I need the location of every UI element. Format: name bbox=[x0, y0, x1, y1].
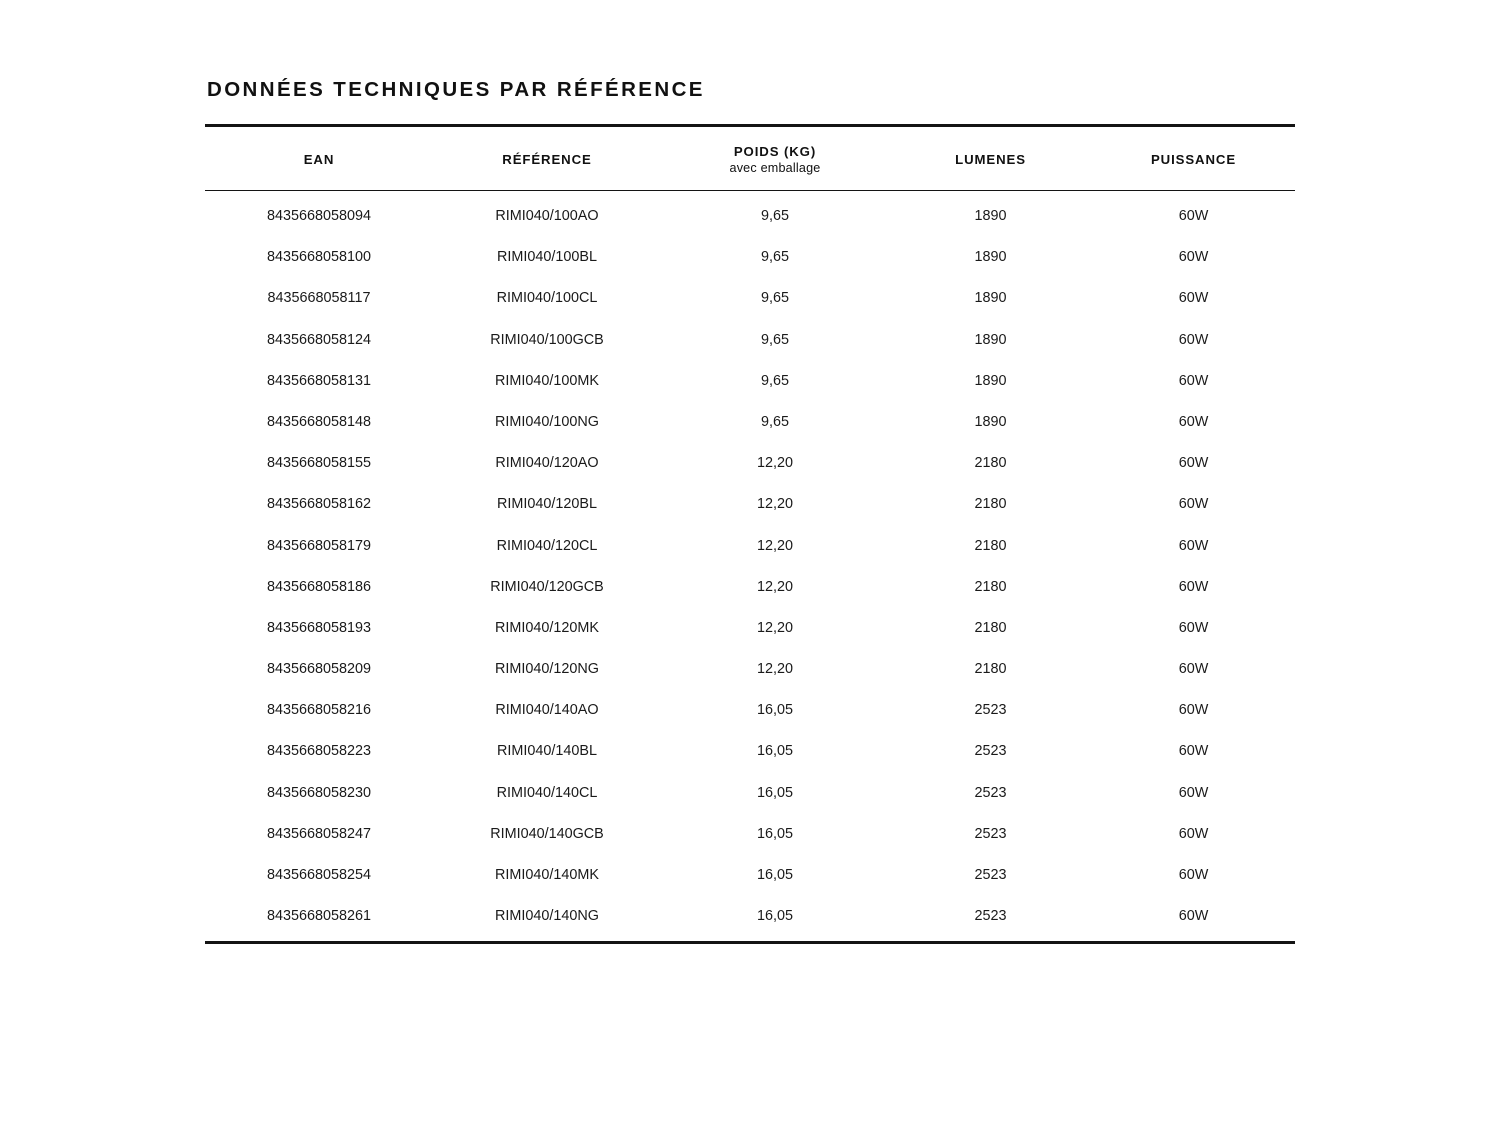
table-row bbox=[205, 360, 1295, 401]
cell-lumenes: 2180 bbox=[974, 619, 1007, 636]
cell-ean: 8435668058254 bbox=[266, 867, 372, 883]
table-header bbox=[205, 126, 1295, 191]
column-header-puissance-label: PUISSANCE bbox=[1150, 152, 1237, 167]
cell-puissance: 60W bbox=[1178, 496, 1209, 513]
cell-puissance: 60W bbox=[1178, 455, 1209, 472]
cell-poids: 9,65 bbox=[760, 372, 789, 389]
cell-lumenes: 1890 bbox=[974, 249, 1007, 266]
cell-lumenes: 1890 bbox=[974, 372, 1007, 389]
cell-ean: 8435668058230 bbox=[266, 784, 372, 801]
column-header-puissance bbox=[1092, 126, 1295, 191]
cell-poids: 12,20 bbox=[756, 537, 793, 554]
table-row bbox=[205, 813, 1295, 854]
technical-data-table bbox=[205, 124, 1295, 941]
cell-lumenes: 2523 bbox=[974, 784, 1007, 801]
cell-reference: RIMI040/120BL bbox=[497, 496, 597, 513]
table-row bbox=[205, 896, 1295, 942]
cell-puissance: 60W bbox=[1178, 208, 1209, 224]
column-header-reference-label: RÉFÉRENCE bbox=[502, 152, 592, 167]
cell-poids: 9,65 bbox=[760, 249, 789, 266]
cell-lumenes: 1890 bbox=[974, 331, 1007, 348]
cell-puissance: 60W bbox=[1178, 702, 1209, 719]
table-row bbox=[205, 731, 1295, 772]
cell-puissance: 60W bbox=[1178, 825, 1209, 842]
table-row bbox=[205, 191, 1295, 237]
cell-poids: 16,05 bbox=[756, 908, 793, 925]
cell-lumenes: 2523 bbox=[974, 867, 1007, 883]
table-bottom-rule bbox=[205, 941, 1295, 944]
cell-ean: 8435668058179 bbox=[266, 537, 372, 554]
column-header-lumenes bbox=[889, 126, 1092, 191]
column-header-poids-sublabel: avec emballage bbox=[729, 161, 821, 175]
table-row bbox=[205, 319, 1295, 360]
cell-ean: 8435668058223 bbox=[266, 743, 372, 760]
table-row bbox=[205, 278, 1295, 319]
cell-puissance: 60W bbox=[1178, 619, 1209, 636]
cell-puissance: 60W bbox=[1178, 908, 1209, 925]
cell-ean: 8435668058193 bbox=[266, 619, 372, 636]
cell-ean: 8435668058155 bbox=[266, 455, 372, 472]
cell-puissance: 60W bbox=[1178, 413, 1209, 430]
cell-poids: 12,20 bbox=[756, 496, 793, 513]
cell-lumenes: 2523 bbox=[974, 825, 1007, 842]
cell-lumenes: 2523 bbox=[974, 702, 1007, 719]
cell-puissance: 60W bbox=[1178, 290, 1209, 307]
cell-poids: 9,65 bbox=[760, 290, 789, 307]
cell-puissance: 60W bbox=[1178, 249, 1209, 266]
table-body bbox=[205, 191, 1295, 942]
table-row bbox=[205, 690, 1295, 731]
cell-lumenes: 2180 bbox=[974, 537, 1007, 554]
table-row bbox=[205, 648, 1295, 689]
cell-reference: RIMI040/140BL bbox=[497, 743, 597, 760]
cell-ean: 8435668058247 bbox=[266, 825, 372, 842]
cell-poids: 16,05 bbox=[756, 784, 793, 801]
cell-reference: RIMI040/100AO bbox=[495, 208, 599, 224]
column-header-reference bbox=[433, 126, 661, 191]
cell-lumenes: 1890 bbox=[974, 290, 1007, 307]
cell-reference: RIMI040/140MK bbox=[495, 867, 599, 883]
table-row bbox=[205, 237, 1295, 278]
cell-ean: 8435668058117 bbox=[267, 290, 371, 307]
cell-poids: 9,65 bbox=[760, 413, 789, 430]
cell-poids: 12,20 bbox=[756, 661, 793, 678]
cell-poids: 12,20 bbox=[756, 578, 793, 595]
cell-reference: RIMI040/140NG bbox=[495, 908, 599, 925]
cell-reference: RIMI040/100BL bbox=[497, 249, 597, 266]
cell-reference: RIMI040/100GCB bbox=[490, 331, 604, 348]
cell-puissance: 60W bbox=[1178, 867, 1209, 883]
table-row bbox=[205, 607, 1295, 648]
cell-poids: 12,20 bbox=[756, 619, 793, 636]
cell-ean: 8435668058261 bbox=[266, 908, 372, 925]
cell-ean: 8435668058148 bbox=[266, 413, 372, 430]
cell-lumenes: 2180 bbox=[974, 578, 1007, 595]
cell-lumenes: 1890 bbox=[974, 413, 1007, 430]
cell-reference: RIMI040/120MK bbox=[495, 619, 599, 636]
cell-reference: RIMI040/120NG bbox=[495, 661, 599, 678]
cell-reference: RIMI040/140GCB bbox=[490, 825, 604, 842]
table-row bbox=[205, 854, 1295, 895]
cell-poids: 16,05 bbox=[756, 702, 793, 719]
cell-lumenes: 2523 bbox=[974, 908, 1007, 925]
cell-puissance: 60W bbox=[1178, 537, 1209, 554]
table-row bbox=[205, 566, 1295, 607]
cell-reference: RIMI040/120AO bbox=[495, 455, 599, 472]
column-header-ean-label: EAN bbox=[303, 152, 335, 167]
cell-poids: 12,20 bbox=[756, 455, 793, 472]
cell-ean: 8435668058186 bbox=[266, 578, 372, 595]
cell-reference: RIMI040/100NG bbox=[495, 413, 599, 430]
cell-poids: 9,65 bbox=[760, 331, 789, 348]
cell-lumenes: 2180 bbox=[974, 661, 1007, 678]
cell-ean: 8435668058124 bbox=[266, 331, 372, 348]
cell-poids: 16,05 bbox=[756, 867, 793, 883]
table-row bbox=[205, 401, 1295, 442]
cell-puissance: 60W bbox=[1178, 372, 1209, 389]
cell-ean: 8435668058216 bbox=[266, 702, 372, 719]
cell-puissance: 60W bbox=[1178, 743, 1209, 760]
column-header-lumenes-label: LUMENES bbox=[955, 152, 1026, 167]
column-header-poids-label: POIDS (KG) bbox=[733, 144, 817, 159]
cell-puissance: 60W bbox=[1178, 784, 1209, 801]
cell-ean: 8435668058162 bbox=[266, 496, 372, 513]
cell-poids: 9,65 bbox=[760, 208, 789, 224]
table-row bbox=[205, 525, 1295, 566]
cell-puissance: 60W bbox=[1178, 331, 1209, 348]
cell-puissance: 60W bbox=[1178, 578, 1209, 595]
column-header-poids bbox=[661, 126, 889, 191]
cell-reference: RIMI040/120CL bbox=[496, 537, 598, 554]
cell-lumenes: 2180 bbox=[974, 496, 1007, 513]
cell-ean: 8435668058094 bbox=[266, 208, 372, 224]
cell-reference: RIMI040/120GCB bbox=[490, 578, 604, 595]
technical-data-sheet bbox=[205, 78, 1295, 944]
cell-puissance: 60W bbox=[1178, 661, 1209, 678]
page-title: DONNÉES TECHNIQUES PAR RÉFÉRENCE bbox=[207, 78, 705, 101]
cell-lumenes: 2523 bbox=[974, 743, 1007, 760]
cell-ean: 8435668058100 bbox=[266, 249, 372, 266]
column-header-ean bbox=[205, 126, 433, 191]
cell-ean: 8435668058209 bbox=[266, 661, 372, 678]
cell-reference: RIMI040/140CL bbox=[496, 784, 598, 801]
cell-reference: RIMI040/140AO bbox=[495, 702, 599, 719]
cell-lumenes: 1890 bbox=[974, 208, 1007, 224]
table-row bbox=[205, 484, 1295, 525]
table-row bbox=[205, 443, 1295, 484]
cell-reference: RIMI040/100CL bbox=[496, 290, 598, 307]
cell-ean: 8435668058131 bbox=[266, 372, 372, 389]
cell-poids: 16,05 bbox=[756, 825, 793, 842]
cell-poids: 16,05 bbox=[756, 743, 793, 760]
cell-lumenes: 2180 bbox=[974, 455, 1007, 472]
table-row bbox=[205, 772, 1295, 813]
cell-reference: RIMI040/100MK bbox=[495, 372, 599, 389]
